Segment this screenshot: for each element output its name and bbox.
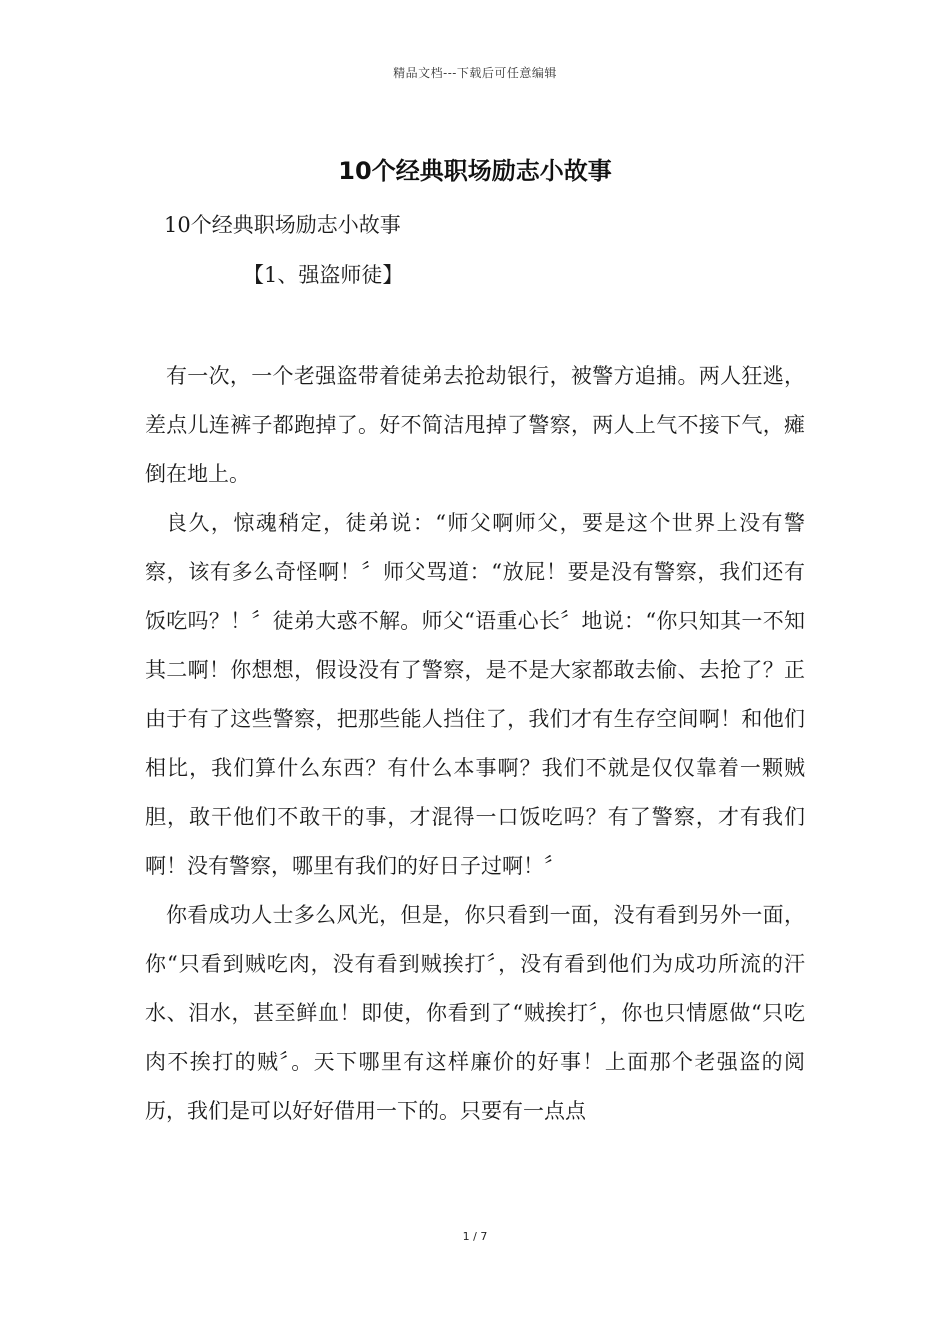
paragraph: 你看成功人士多么风光，但是，你只看到一面，没有看到另外一面，你“只看到贼吃肉，没有看到贼挨打〞，没有看到他们为成功所流的汗水、泪水，甚至鲜血！即使，你看到了“贼挨打〞，你也只情愿做“只吃肉不挨打的贼〞。天下哪里有这样廉价的好事！上面那个老强盗的阅历，我们是可以好好借用一下的。只要有一点点 — [145, 903, 805, 1123]
document-body — [145, 352, 805, 1136]
document-subtitle: 10个经典职场励志小故事 — [164, 213, 401, 237]
paragraph: 良久，惊魂稍定，徒弟说：“师父啊师父，要是这个世界上没有警察，该有多么奇怪啊！〞师父骂道：“放屁！要是没有警察，我们还有饭吃吗？！〞徒弟大惑不解。师父“语重心长〞地说：“你只知其一不知其二啊！你想想，假设没有了警察，是不是大家都敢去偷、去抢了？正由于有了这些警察，把那些能人挡住了，我们才有生存空间啊！和他们相比，我们算什么东西？有什么本事啊？我们不就是仅仅靠着一颗贼胆，敢干他们不敢干的事，才混得一口饭吃吗？有了警察，才有我们啊！没有警察，哪里有我们的好日子过啊！〞 — [145, 511, 805, 878]
paragraph: 有一次，一个老强盗带着徒弟去抢劫银行，被警方追捕。两人狂逃，差点儿连裤子都跑掉了。好不简洁甩掉了警察，两人上气不接下气，瘫倒在地上。 — [145, 364, 805, 486]
document-title: 10个经典职场励志小故事 — [338, 157, 612, 185]
page-header: 精品文档---下载后可任意编辑 — [393, 66, 557, 80]
page-number: 1 / 7 — [462, 1230, 488, 1243]
section-heading: 【1、强盗师徒】 — [243, 263, 404, 287]
